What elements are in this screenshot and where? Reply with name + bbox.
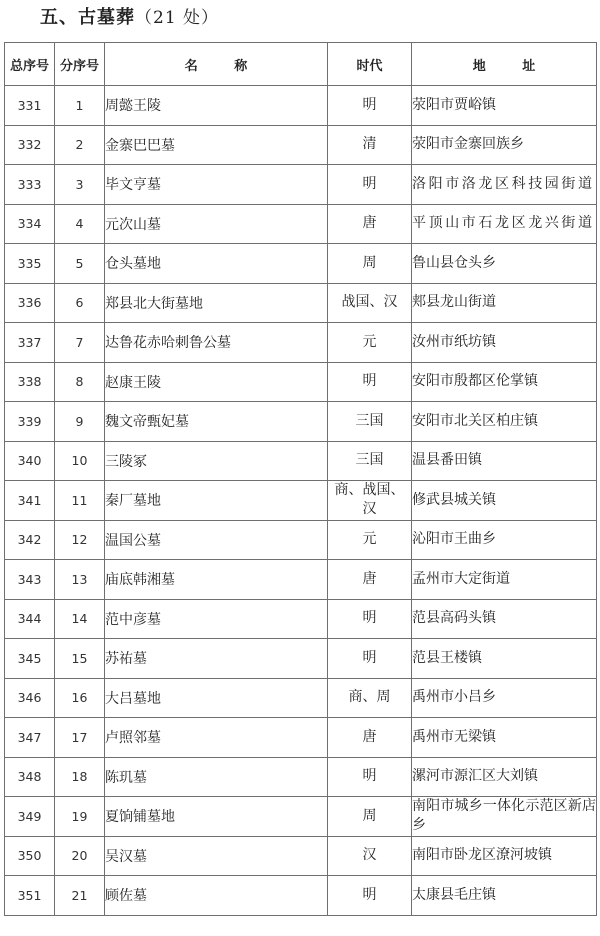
cell-name: 达鲁花赤哈刺鲁公墓 [105, 323, 328, 363]
cell-sub-no: 13 [55, 560, 105, 600]
cell-name: 毕文亨墓 [105, 165, 328, 205]
cell-address: 沁阳市王曲乡 [412, 520, 597, 560]
cell-sub-no: 21 [55, 876, 105, 916]
cell-sub-no: 11 [55, 481, 105, 521]
cell-total-no: 347 [5, 718, 55, 758]
table-row [5, 520, 597, 560]
cell-sub-no: 6 [55, 283, 105, 323]
cell-name: 陈玑墓 [105, 757, 328, 797]
cell-address: 洛阳市洛龙区科技园街道 [412, 165, 597, 205]
cell-era: 元 [328, 323, 412, 363]
cell-total-no: 341 [5, 481, 55, 521]
cell-era: 唐 [328, 560, 412, 600]
cell-total-no: 342 [5, 520, 55, 560]
cell-era: 明 [328, 362, 412, 402]
table-row [5, 125, 597, 165]
table-row [5, 402, 597, 442]
table-row [5, 481, 597, 521]
cell-name: 顾佐墓 [105, 876, 328, 916]
cell-address: 修武县城关镇 [412, 481, 597, 521]
cell-name: 仓头墓地 [105, 244, 328, 284]
cell-era: 汉 [328, 836, 412, 876]
cell-sub-no: 15 [55, 639, 105, 679]
header-address [412, 43, 597, 86]
cell-address: 汝州市纸坊镇 [412, 323, 597, 363]
cell-total-no: 333 [5, 165, 55, 205]
cell-address: 太康县毛庄镇 [412, 876, 597, 916]
cell-era: 明 [328, 639, 412, 679]
section-heading [40, 3, 219, 33]
cell-sub-no: 19 [55, 797, 105, 837]
cell-sub-no: 3 [55, 165, 105, 205]
cell-total-no: 331 [5, 86, 55, 126]
cell-sub-no: 12 [55, 520, 105, 560]
cell-total-no: 344 [5, 599, 55, 639]
cell-address: 禹州市小吕乡 [412, 678, 597, 718]
header-name [105, 43, 328, 86]
cell-name: 魏文帝甄妃墓 [105, 402, 328, 442]
cell-name: 赵康王陵 [105, 362, 328, 402]
table-row [5, 718, 597, 758]
cell-era: 商、战国、汉 [328, 481, 412, 521]
cell-total-no: 335 [5, 244, 55, 284]
table-row [5, 678, 597, 718]
header-era: 时代 [328, 43, 412, 86]
section-count: （21 处） [135, 8, 220, 28]
cell-era: 元 [328, 520, 412, 560]
cell-total-no: 337 [5, 323, 55, 363]
table-row [5, 441, 597, 481]
cell-name: 周懿王陵 [105, 86, 328, 126]
cell-name: 元次山墓 [105, 204, 328, 244]
cell-address: 南阳市卧龙区潦河坡镇 [412, 836, 597, 876]
cell-name: 郑县北大街墓地 [105, 283, 328, 323]
header-sub-no: 分序号 [55, 43, 105, 86]
cell-sub-no: 18 [55, 757, 105, 797]
cell-sub-no: 9 [55, 402, 105, 442]
cell-total-no: 334 [5, 204, 55, 244]
cell-total-no: 336 [5, 283, 55, 323]
cell-name: 范中彦墓 [105, 599, 328, 639]
cell-era: 明 [328, 599, 412, 639]
cell-name: 三陵冢 [105, 441, 328, 481]
cell-sub-no: 17 [55, 718, 105, 758]
cell-address: 孟州市大定街道 [412, 560, 597, 600]
cell-name: 卢照邻墓 [105, 718, 328, 758]
cell-total-no: 343 [5, 560, 55, 600]
cell-address: 平顶山市石龙区龙兴街道 [412, 204, 597, 244]
cell-sub-no: 7 [55, 323, 105, 363]
cell-address: 荥阳市贾峪镇 [412, 86, 597, 126]
cell-address: 温县番田镇 [412, 441, 597, 481]
cell-total-no: 349 [5, 797, 55, 837]
cell-name: 金寨巴巴墓 [105, 125, 328, 165]
table-row [5, 283, 597, 323]
cell-name: 夏饷铺墓地 [105, 797, 328, 837]
cell-sub-no: 8 [55, 362, 105, 402]
tombs-table [4, 42, 597, 916]
cell-era: 清 [328, 125, 412, 165]
cell-address: 漯河市源汇区大刘镇 [412, 757, 597, 797]
cell-total-no: 346 [5, 678, 55, 718]
cell-sub-no: 16 [55, 678, 105, 718]
cell-address: 荥阳市金寨回族乡 [412, 125, 597, 165]
cell-era: 周 [328, 797, 412, 837]
header-name-label: 名 称 [184, 58, 264, 74]
cell-total-no: 339 [5, 402, 55, 442]
section-title: 五、古墓葬 [40, 7, 135, 28]
table-row [5, 599, 597, 639]
cell-name: 大吕墓地 [105, 678, 328, 718]
cell-total-no: 350 [5, 836, 55, 876]
cell-name: 温国公墓 [105, 520, 328, 560]
cell-era: 明 [328, 757, 412, 797]
cell-era: 唐 [328, 718, 412, 758]
cell-name: 苏祐墓 [105, 639, 328, 679]
cell-era: 明 [328, 876, 412, 916]
cell-address: 郏县龙山街道 [412, 283, 597, 323]
cell-era: 三国 [328, 441, 412, 481]
cell-era: 商、周 [328, 678, 412, 718]
cell-total-no: 338 [5, 362, 55, 402]
cell-name: 吴汉墓 [105, 836, 328, 876]
header-total-no: 总序号 [5, 43, 55, 86]
table-header-row [5, 43, 597, 86]
cell-address: 范县高码头镇 [412, 599, 597, 639]
table-row [5, 876, 597, 916]
header-address-label: 地 址 [472, 58, 552, 74]
table-row [5, 797, 597, 837]
cell-address: 范县王楼镇 [412, 639, 597, 679]
cell-address: 南阳市城乡一体化示范区新店乡 [412, 797, 597, 837]
cell-era: 周 [328, 244, 412, 284]
table-row [5, 639, 597, 679]
cell-sub-no: 20 [55, 836, 105, 876]
cell-address: 鲁山县仓头乡 [412, 244, 597, 284]
cell-sub-no: 10 [55, 441, 105, 481]
cell-name: 庙底韩湘墓 [105, 560, 328, 600]
table-row [5, 204, 597, 244]
table-row [5, 323, 597, 363]
cell-sub-no: 14 [55, 599, 105, 639]
table-row [5, 836, 597, 876]
table-row [5, 165, 597, 205]
table-row [5, 560, 597, 600]
cell-total-no: 340 [5, 441, 55, 481]
cell-era: 唐 [328, 204, 412, 244]
cell-era: 三国 [328, 402, 412, 442]
cell-address: 禹州市无梁镇 [412, 718, 597, 758]
cell-era: 明 [328, 165, 412, 205]
cell-address: 安阳市殷都区伦掌镇 [412, 362, 597, 402]
cell-sub-no: 2 [55, 125, 105, 165]
table-row [5, 757, 597, 797]
cell-era: 战国、汉 [328, 283, 412, 323]
table-row [5, 86, 597, 126]
table-row [5, 362, 597, 402]
cell-total-no: 332 [5, 125, 55, 165]
cell-name: 秦厂墓地 [105, 481, 328, 521]
cell-total-no: 351 [5, 876, 55, 916]
cell-sub-no: 1 [55, 86, 105, 126]
table-row [5, 244, 597, 284]
cell-sub-no: 5 [55, 244, 105, 284]
cell-address: 安阳市北关区柏庄镇 [412, 402, 597, 442]
cell-total-no: 348 [5, 757, 55, 797]
cell-era: 明 [328, 86, 412, 126]
cell-total-no: 345 [5, 639, 55, 679]
cell-sub-no: 4 [55, 204, 105, 244]
